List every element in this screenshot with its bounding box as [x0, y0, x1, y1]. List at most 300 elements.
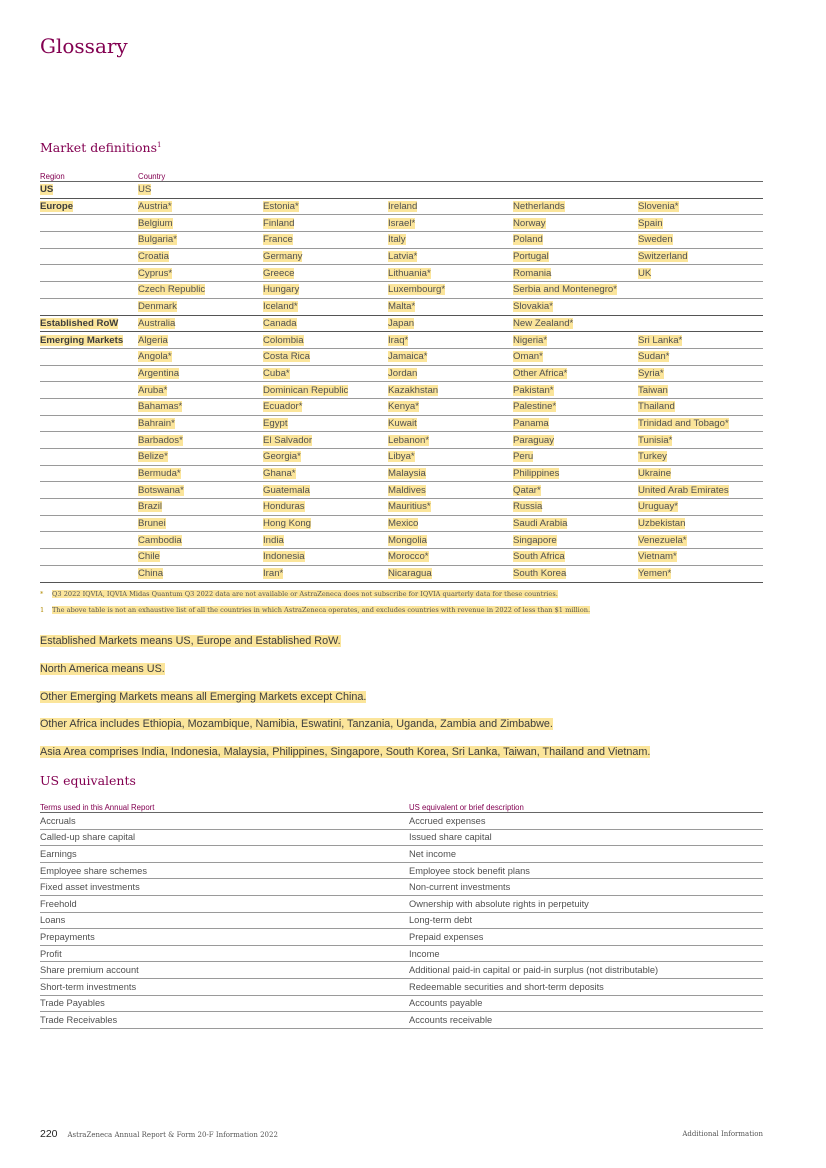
country-cell	[638, 515, 763, 532]
definition-text: Other Emerging Markets means all Emerging Markets except China.	[40, 691, 367, 703]
country-cell	[388, 515, 513, 532]
country-name: Ghana*	[263, 468, 296, 480]
table-row	[40, 482, 763, 499]
table-row	[40, 846, 763, 863]
country-name: Maldives	[388, 484, 426, 496]
term-cell: Fixed asset investments	[40, 879, 409, 896]
us-equivalent-cell: Redeemable securities and short-term deposits	[409, 978, 763, 995]
region-cell	[40, 348, 138, 365]
table-row	[40, 248, 763, 265]
term-cell: Trade Receivables	[40, 1012, 409, 1029]
footnote-mark: *	[40, 590, 44, 598]
table-row	[40, 962, 763, 979]
region-cell	[40, 449, 138, 466]
country-cell	[513, 232, 638, 249]
term-cell: Called-up share capital	[40, 829, 409, 846]
country-name: Jamaica*	[388, 351, 428, 363]
country-cell	[513, 332, 638, 349]
country-name: Nigeria*	[513, 334, 548, 346]
country-name: Ireland	[388, 201, 418, 213]
country-name: Venezuela*	[638, 534, 687, 546]
country-cell	[138, 182, 263, 199]
region-cell	[40, 332, 138, 349]
table-row	[40, 365, 763, 382]
table-row	[40, 895, 763, 912]
region-cell	[40, 432, 138, 449]
country-name: Bermuda*	[138, 468, 181, 480]
country-cell	[638, 248, 763, 265]
country-name: Slovenia*	[638, 201, 679, 213]
table-row	[40, 449, 763, 466]
table-row	[40, 912, 763, 929]
table-row	[40, 1012, 763, 1029]
country-name: Canada	[263, 317, 297, 329]
country-cell	[138, 332, 263, 349]
country-name: Thailand	[638, 401, 675, 413]
definition-text: Asia Area comprises India, Indonesia, Malaysia, Philippines, Singapore, South Korea, Sri Lanka, Taiwan, Thailand and Vietnam.	[40, 746, 651, 758]
country-name: Yemen*	[638, 568, 672, 580]
country-cell	[388, 432, 513, 449]
market-definitions-table	[40, 170, 763, 583]
region-cell	[40, 515, 138, 532]
country-cell	[513, 282, 638, 299]
country-cell	[263, 365, 388, 382]
table-row	[40, 415, 763, 432]
country-cell	[638, 449, 763, 466]
region-cell	[40, 415, 138, 432]
table-row	[40, 929, 763, 946]
us-equivalent-cell: Net income	[409, 846, 763, 863]
country-cell	[513, 532, 638, 549]
country-cell	[138, 215, 263, 232]
country-cell	[138, 348, 263, 365]
country-name: Malta*	[388, 301, 416, 313]
footnote-text: Q3 2022 IQVIA, IQVIA Midas Quantum Q3 2022 data are not available or AstraZeneca does not subscribe for IQVIA quarterly data for these countries.	[52, 590, 558, 598]
country-cell	[638, 365, 763, 382]
section-name: Additional Information	[682, 1130, 763, 1138]
country-cell	[138, 282, 263, 299]
definition-text: Other Africa includes Ethiopia, Mozambique, Namibia, Eswatini, Tanzania, Uganda, Zambia and Zimbabwe.	[40, 718, 553, 730]
footnote-one	[40, 606, 780, 614]
market-definitions-title: Market definitions	[40, 140, 157, 155]
country-name: Chile	[138, 551, 160, 563]
country-name: Iraq*	[388, 334, 409, 346]
country-cell	[388, 265, 513, 282]
country-cell	[513, 398, 638, 415]
country-name: Ecuador*	[263, 401, 303, 413]
us-equivalent-cell: Issued share capital	[409, 829, 763, 846]
country-cell	[138, 532, 263, 549]
country-name: Honduras	[263, 501, 305, 513]
country-name: Algeria	[138, 334, 168, 346]
country-name: Georgia*	[263, 451, 301, 463]
country-cell	[263, 265, 388, 282]
country-cell	[638, 565, 763, 582]
country-cell	[388, 248, 513, 265]
table-row	[40, 232, 763, 249]
country-cell	[263, 382, 388, 399]
country-cell	[263, 298, 388, 315]
country-cell	[138, 198, 263, 215]
country-cell	[138, 382, 263, 399]
country-name: UK	[638, 267, 652, 279]
country-cell	[638, 332, 763, 349]
country-cell	[638, 315, 763, 332]
country-name: Greece	[263, 267, 295, 279]
country-name: Saudi Arabia	[513, 518, 568, 530]
country-cell	[263, 332, 388, 349]
country-cell	[513, 382, 638, 399]
table-row	[40, 382, 763, 399]
country-cell	[263, 565, 388, 582]
header-region: Region	[40, 170, 138, 182]
footnote-text: The above table is not an exhaustive list of all the countries in which AstraZeneca operates, and excludes countries with revenue in 2022 of less than $1 million.	[52, 606, 591, 614]
country-cell	[388, 232, 513, 249]
table-row	[40, 978, 763, 995]
country-name: Australia	[138, 317, 176, 329]
country-name: Guatemala	[263, 484, 310, 496]
term-cell: Employee share schemes	[40, 862, 409, 879]
country-cell	[513, 465, 638, 482]
country-cell	[638, 482, 763, 499]
header-terms: Terms used in this Annual Report	[40, 800, 409, 813]
country-name: Uzbekistan	[638, 518, 686, 530]
table-row	[40, 265, 763, 282]
footnote-asterisk	[40, 590, 780, 598]
table-row	[40, 465, 763, 482]
country-name: Luxembourg*	[388, 284, 446, 296]
country-cell	[513, 515, 638, 532]
country-name: Czech Republic	[138, 284, 206, 296]
country-name: Austria*	[138, 201, 172, 213]
country-name: Libya*	[388, 451, 415, 463]
table-row	[40, 515, 763, 532]
country-name: Iran*	[263, 568, 284, 580]
country-name: Latvia*	[388, 251, 418, 263]
country-cell	[513, 482, 638, 499]
country-cell	[388, 465, 513, 482]
country-cell	[388, 332, 513, 349]
term-cell: Loans	[40, 912, 409, 929]
country-cell	[638, 348, 763, 365]
region-cell	[40, 215, 138, 232]
country-name: Qatar*	[513, 484, 541, 496]
country-name: Turkey	[638, 451, 667, 463]
country-cell	[638, 298, 763, 315]
country-cell	[388, 348, 513, 365]
country-name: Brazil	[138, 501, 162, 513]
report-title: AstraZeneca Annual Report & Form 20-F Information 2022	[67, 1131, 278, 1139]
region-cell	[40, 182, 138, 199]
country-cell	[638, 198, 763, 215]
country-name: Belize*	[138, 451, 168, 463]
country-cell	[638, 415, 763, 432]
country-name: US	[138, 184, 152, 196]
definition-other-africa	[40, 718, 553, 730]
country-name: Netherlands	[513, 201, 565, 213]
table-row	[40, 829, 763, 846]
country-name: Angola*	[138, 351, 172, 363]
country-cell	[388, 398, 513, 415]
country-name: Cuba*	[263, 367, 290, 379]
country-cell	[513, 215, 638, 232]
country-cell	[263, 549, 388, 566]
country-cell	[638, 382, 763, 399]
country-cell	[138, 248, 263, 265]
table-row	[40, 215, 763, 232]
table-row	[40, 332, 763, 349]
table-row	[40, 348, 763, 365]
header-country: Country	[138, 170, 763, 182]
country-name: Kuwait	[388, 417, 417, 429]
table-row	[40, 995, 763, 1012]
country-cell	[138, 565, 263, 582]
region-label: Established RoW	[40, 317, 119, 329]
country-name: Estonia*	[263, 201, 299, 213]
country-name: Sweden	[638, 234, 673, 246]
table-row	[40, 298, 763, 315]
us-equivalent-cell: Prepaid expenses	[409, 929, 763, 946]
country-cell	[638, 532, 763, 549]
region-cell	[40, 315, 138, 332]
country-name: Argentina	[138, 367, 180, 379]
country-cell	[138, 265, 263, 282]
region-cell	[40, 365, 138, 382]
us-equivalent-cell: Income	[409, 945, 763, 962]
country-name: Serbia and Montenegro*	[513, 284, 618, 296]
country-name: Panama	[513, 417, 549, 429]
country-name: Mongolia	[388, 534, 427, 546]
country-cell	[263, 482, 388, 499]
country-cell	[263, 182, 388, 199]
country-name: Slovakia*	[513, 301, 553, 313]
country-cell	[138, 482, 263, 499]
country-name: Dominican Republic	[263, 384, 349, 396]
definition-other-emerging	[40, 691, 366, 703]
country-cell	[388, 182, 513, 199]
region-cell	[40, 282, 138, 299]
country-name: Portugal	[513, 251, 549, 263]
country-cell	[513, 182, 638, 199]
country-name: Botswana*	[138, 484, 184, 496]
country-name: Japan	[388, 317, 415, 329]
country-name: Germany	[263, 251, 303, 263]
country-cell	[138, 298, 263, 315]
region-cell	[40, 465, 138, 482]
country-name: El Salvador	[263, 434, 313, 446]
country-name: Denmark	[138, 301, 177, 313]
table-row	[40, 182, 763, 199]
definition-text: North America means US.	[40, 663, 165, 675]
country-name: India	[263, 534, 284, 546]
country-name: Mauritius*	[388, 501, 431, 513]
region-cell	[40, 382, 138, 399]
country-cell	[263, 198, 388, 215]
country-name: Finland	[263, 217, 295, 229]
country-cell	[513, 248, 638, 265]
table-row	[40, 532, 763, 549]
country-cell	[388, 549, 513, 566]
table-row	[40, 813, 763, 830]
country-name: Kazakhstan	[388, 384, 439, 396]
table-row	[40, 945, 763, 962]
country-name: Kenya*	[388, 401, 419, 413]
country-name: Colombia	[263, 334, 304, 346]
country-cell	[638, 499, 763, 516]
country-cell	[138, 432, 263, 449]
table-header-row	[40, 800, 763, 813]
page-footer	[40, 1128, 763, 1142]
country-name: Lithuania*	[388, 267, 431, 279]
term-cell: Prepayments	[40, 929, 409, 946]
us-equivalents-table	[40, 800, 763, 1029]
country-cell	[263, 248, 388, 265]
country-cell	[388, 298, 513, 315]
country-cell	[263, 515, 388, 532]
country-name: Hong Kong	[263, 518, 312, 530]
country-name: Bulgaria*	[138, 234, 177, 246]
definition-north-america	[40, 663, 165, 675]
country-name: Malaysia	[388, 468, 426, 480]
country-cell	[138, 515, 263, 532]
us-equivalent-cell: Accounts receivable	[409, 1012, 763, 1029]
country-cell	[388, 532, 513, 549]
term-cell: Share premium account	[40, 962, 409, 979]
country-name: Vietnam*	[638, 551, 677, 563]
region-cell	[40, 398, 138, 415]
country-name: Syria*	[638, 367, 664, 379]
region-cell	[40, 232, 138, 249]
table-header-row	[40, 170, 763, 182]
country-cell	[388, 215, 513, 232]
country-cell	[263, 432, 388, 449]
country-cell	[638, 282, 763, 299]
country-cell	[513, 432, 638, 449]
country-name: Barbados*	[138, 434, 183, 446]
country-cell	[513, 198, 638, 215]
table-row	[40, 499, 763, 516]
region-label: Europe	[40, 201, 74, 213]
country-name: Lebanon*	[388, 434, 430, 446]
country-name: Aruba*	[138, 384, 168, 396]
region-label: US	[40, 184, 54, 196]
country-cell	[388, 499, 513, 516]
country-cell	[388, 382, 513, 399]
country-name: Jordan	[388, 367, 418, 379]
country-cell	[388, 449, 513, 466]
country-cell	[263, 282, 388, 299]
country-name: Bahamas*	[138, 401, 183, 413]
term-cell: Accruals	[40, 813, 409, 830]
country-cell	[513, 499, 638, 516]
country-cell	[263, 532, 388, 549]
country-name: Brunei	[138, 518, 166, 530]
table-row	[40, 282, 763, 299]
country-cell	[638, 432, 763, 449]
country-name: Philippines	[513, 468, 560, 480]
country-cell	[138, 499, 263, 516]
country-name: New Zealand*	[513, 317, 574, 329]
country-name: Croatia	[138, 251, 169, 263]
country-cell	[263, 449, 388, 466]
country-cell	[263, 215, 388, 232]
country-cell	[263, 232, 388, 249]
country-cell	[638, 182, 763, 199]
country-name: Other Africa*	[513, 367, 568, 379]
region-cell	[40, 532, 138, 549]
country-cell	[388, 415, 513, 432]
country-cell	[638, 465, 763, 482]
country-cell	[513, 415, 638, 432]
country-name: Ukraine	[638, 468, 672, 480]
table-row	[40, 879, 763, 896]
country-cell	[513, 348, 638, 365]
region-cell	[40, 565, 138, 582]
country-name: Cyprus*	[138, 267, 173, 279]
country-name: Norway	[513, 217, 546, 229]
country-name: France	[263, 234, 293, 246]
country-name: South Korea	[513, 568, 567, 580]
us-equivalent-cell: Employee stock benefit plans	[409, 862, 763, 879]
country-name: Belgium	[138, 217, 173, 229]
country-name: Italy	[388, 234, 406, 246]
country-name: Paraguay	[513, 434, 555, 446]
country-name: South Africa	[513, 551, 565, 563]
us-equivalent-cell: Ownership with absolute rights in perpetuity	[409, 895, 763, 912]
country-cell	[138, 398, 263, 415]
table-row	[40, 398, 763, 415]
country-name: Indonesia	[263, 551, 305, 563]
us-equivalent-cell: Non-current investments	[409, 879, 763, 896]
region-label: Emerging Markets	[40, 334, 124, 346]
header-us-equivalent: US equivalent or brief description	[409, 800, 763, 813]
region-cell	[40, 265, 138, 282]
definition-asia-area	[40, 746, 650, 758]
country-cell	[138, 365, 263, 382]
region-cell	[40, 482, 138, 499]
region-cell	[40, 549, 138, 566]
country-cell	[513, 315, 638, 332]
country-name: Romania	[513, 267, 552, 279]
table-row	[40, 198, 763, 215]
country-cell	[138, 465, 263, 482]
table-row	[40, 315, 763, 332]
country-cell	[138, 315, 263, 332]
page-title: Glossary	[40, 34, 128, 58]
country-cell	[388, 282, 513, 299]
country-cell	[513, 449, 638, 466]
country-cell	[138, 415, 263, 432]
country-name: Egypt	[263, 417, 288, 429]
country-cell	[513, 549, 638, 566]
country-name: China	[138, 568, 164, 580]
term-cell: Earnings	[40, 846, 409, 863]
country-cell	[263, 499, 388, 516]
country-name: Switzerland	[638, 251, 688, 263]
country-name: Israel*	[388, 217, 416, 229]
country-cell	[388, 565, 513, 582]
country-name: Tunisia*	[638, 434, 673, 446]
footnote-mark: 1	[40, 606, 45, 614]
country-name: Uruguay*	[638, 501, 678, 513]
country-name: Bahrain*	[138, 417, 175, 429]
country-name: Pakistan*	[513, 384, 554, 396]
term-cell: Trade Payables	[40, 995, 409, 1012]
country-name: Palestine*	[513, 401, 557, 413]
country-name: Sri Lanka*	[638, 334, 683, 346]
region-cell	[40, 298, 138, 315]
table-row	[40, 432, 763, 449]
